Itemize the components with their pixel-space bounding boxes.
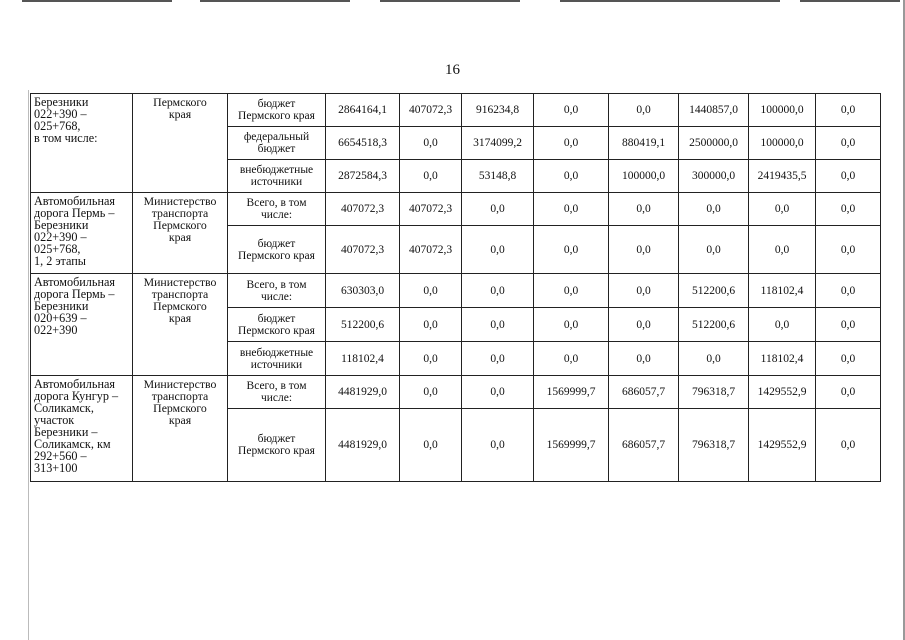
executor-cell: Пермского края (133, 94, 228, 193)
amount-cell: 407072,3 (400, 193, 462, 226)
table-row (31, 274, 881, 308)
amount-cell: 0,0 (816, 409, 881, 482)
funding-source-cell: внебюджетные источники (228, 160, 326, 193)
amount-cell: 407072,3 (400, 226, 462, 274)
amount-cell: 0,0 (679, 226, 749, 274)
amount-cell: 100000,0 (749, 94, 816, 127)
amount-cell: 0,0 (462, 193, 534, 226)
amount-cell: 0,0 (749, 308, 816, 342)
amount-cell: 0,0 (609, 274, 679, 308)
amount-cell: 1429552,9 (749, 409, 816, 482)
funding-source-cell: федеральный бюджет (228, 127, 326, 160)
amount-cell: 916234,8 (462, 94, 534, 127)
amount-cell: 100000,0 (749, 127, 816, 160)
amount-cell: 118102,4 (326, 342, 400, 376)
page-number: 16 (445, 62, 460, 78)
scan-edge-left (28, 90, 29, 640)
amount-cell: 0,0 (462, 226, 534, 274)
table-row (31, 376, 881, 409)
amount-cell: 118102,4 (749, 342, 816, 376)
amount-cell: 100000,0 (609, 160, 679, 193)
executor-cell: Министерство транспорта Пермского края (133, 193, 228, 274)
amount-cell: 1569999,7 (534, 376, 609, 409)
amount-cell: 0,0 (816, 94, 881, 127)
amount-cell: 0,0 (534, 308, 609, 342)
amount-cell: 0,0 (816, 226, 881, 274)
amount-cell: 0,0 (534, 94, 609, 127)
table-body (31, 94, 881, 482)
amount-cell: 0,0 (816, 308, 881, 342)
funding-source-cell: Всего, в том числе: (228, 376, 326, 409)
funding-source-cell: бюджет Пермского края (228, 308, 326, 342)
amount-cell: 0,0 (462, 274, 534, 308)
amount-cell: 0,0 (609, 193, 679, 226)
amount-cell: 53148,8 (462, 160, 534, 193)
amount-cell: 118102,4 (749, 274, 816, 308)
funding-source-cell: Всего, в том числе: (228, 193, 326, 226)
amount-cell: 0,0 (534, 127, 609, 160)
funding-source-cell: внебюджетные источники (228, 342, 326, 376)
amount-cell: 2419435,5 (749, 160, 816, 193)
amount-cell: 0,0 (534, 274, 609, 308)
amount-cell: 0,0 (400, 274, 462, 308)
executor-cell: Министерство транспорта Пермского края (133, 376, 228, 482)
amount-cell: 1429552,9 (749, 376, 816, 409)
amount-cell: 0,0 (400, 409, 462, 482)
amount-cell: 0,0 (816, 342, 881, 376)
amount-cell: 0,0 (462, 342, 534, 376)
amount-cell: 0,0 (462, 376, 534, 409)
amount-cell: 4481929,0 (326, 409, 400, 482)
table-row (31, 193, 881, 226)
amount-cell: 3174099,2 (462, 127, 534, 160)
amount-cell: 2864164,1 (326, 94, 400, 127)
amount-cell: 0,0 (534, 193, 609, 226)
amount-cell: 6654518,3 (326, 127, 400, 160)
amount-cell: 2872584,3 (326, 160, 400, 193)
amount-cell: 300000,0 (679, 160, 749, 193)
amount-cell: 512200,6 (326, 308, 400, 342)
amount-cell: 0,0 (679, 342, 749, 376)
amount-cell: 0,0 (400, 342, 462, 376)
object-name-cell: Березники 022+390 – 025+768, в том числе: (31, 94, 133, 193)
object-name-cell: Автомобильная дорога Пермь – Березники 022+390 – 025+768, 1, 2 этапы (31, 193, 133, 274)
amount-cell: 0,0 (609, 94, 679, 127)
funding-source-cell: бюджет Пермского края (228, 409, 326, 482)
amount-cell: 1569999,7 (534, 409, 609, 482)
amount-cell: 0,0 (400, 160, 462, 193)
table-row (31, 94, 881, 127)
amount-cell: 796318,7 (679, 376, 749, 409)
amount-cell: 796318,7 (679, 409, 749, 482)
amount-cell: 686057,7 (609, 376, 679, 409)
object-name-cell: Автомобильная дорога Пермь – Березники 020+639 – 022+390 (31, 274, 133, 376)
budget-table (30, 93, 881, 482)
amount-cell: 0,0 (400, 376, 462, 409)
amount-cell: 0,0 (462, 409, 534, 482)
amount-cell: 4481929,0 (326, 376, 400, 409)
amount-cell: 0,0 (816, 160, 881, 193)
top-scan-rule (0, 0, 905, 4)
amount-cell: 0,0 (400, 308, 462, 342)
amount-cell: 2500000,0 (679, 127, 749, 160)
amount-cell: 0,0 (816, 127, 881, 160)
amount-cell: 0,0 (534, 226, 609, 274)
amount-cell: 0,0 (462, 308, 534, 342)
executor-cell: Министерство транспорта Пермского края (133, 274, 228, 376)
amount-cell: 686057,7 (609, 409, 679, 482)
amount-cell: 0,0 (816, 193, 881, 226)
amount-cell: 0,0 (534, 160, 609, 193)
amount-cell: 0,0 (609, 342, 679, 376)
amount-cell: 1440857,0 (679, 94, 749, 127)
object-name-cell: Автомобильная дорога Кунгур – Соликамск, участок Березники – Соликамск, км 292+560 – 313+100 (31, 376, 133, 482)
funding-source-cell: бюджет Пермского края (228, 94, 326, 127)
amount-cell: 0,0 (609, 226, 679, 274)
amount-cell: 0,0 (816, 274, 881, 308)
amount-cell: 0,0 (816, 376, 881, 409)
amount-cell: 512200,6 (679, 274, 749, 308)
amount-cell: 0,0 (679, 193, 749, 226)
amount-cell: 0,0 (609, 308, 679, 342)
amount-cell: 880419,1 (609, 127, 679, 160)
amount-cell: 407072,3 (326, 226, 400, 274)
amount-cell: 0,0 (534, 342, 609, 376)
funding-source-cell: Всего, в том числе: (228, 274, 326, 308)
amount-cell: 407072,3 (400, 94, 462, 127)
funding-source-cell: бюджет Пермского края (228, 226, 326, 274)
amount-cell: 407072,3 (326, 193, 400, 226)
amount-cell: 630303,0 (326, 274, 400, 308)
amount-cell: 0,0 (400, 127, 462, 160)
amount-cell: 0,0 (749, 193, 816, 226)
amount-cell: 0,0 (749, 226, 816, 274)
amount-cell: 512200,6 (679, 308, 749, 342)
